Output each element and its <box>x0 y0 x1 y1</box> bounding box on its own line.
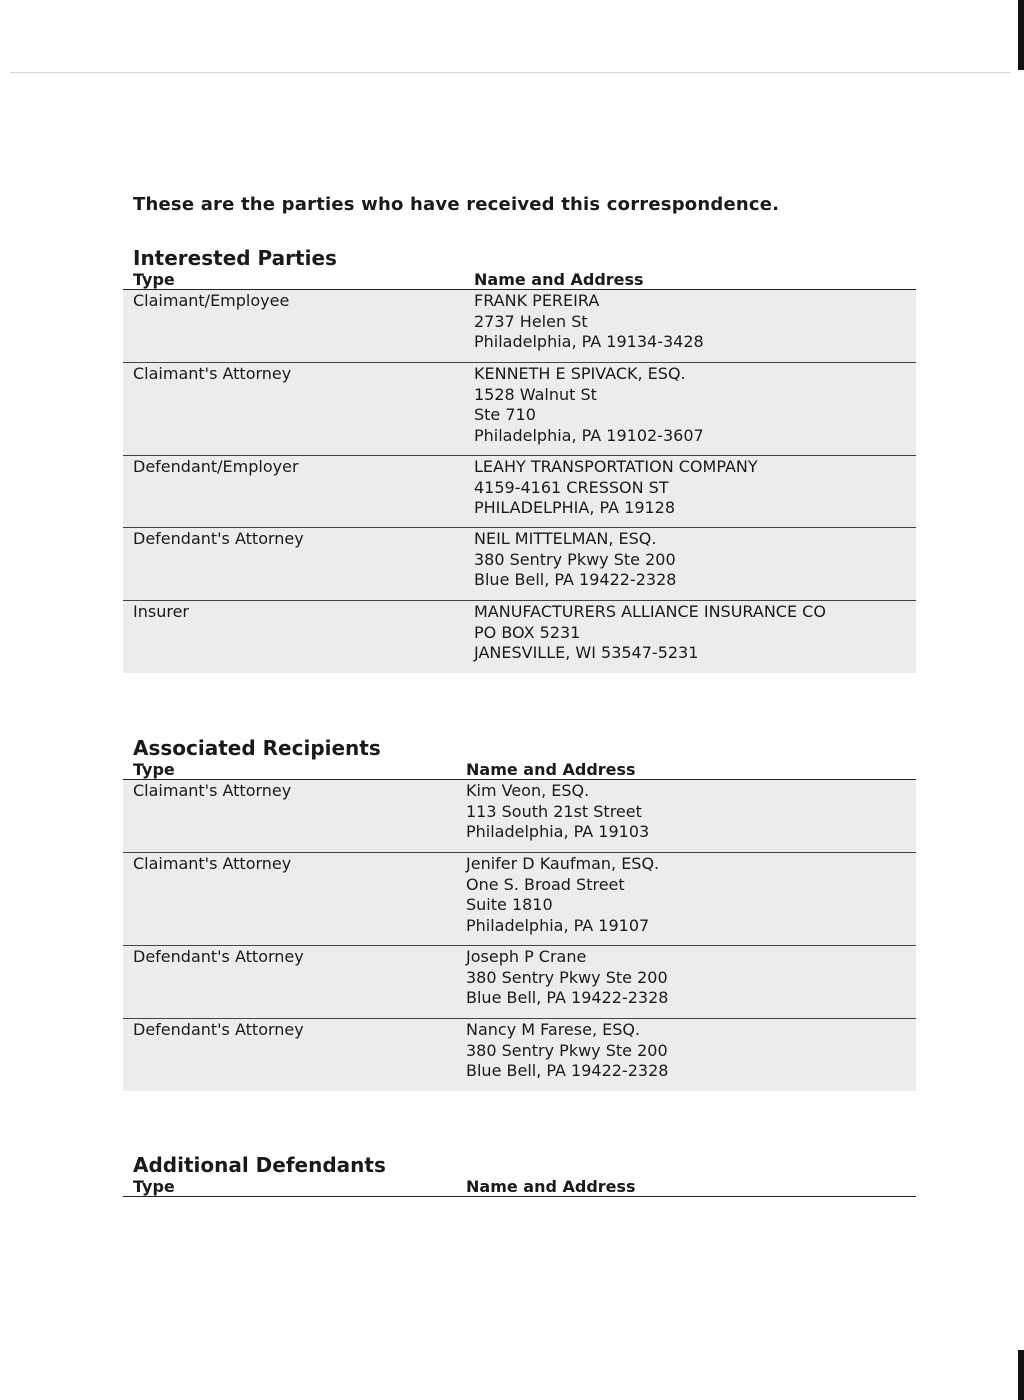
address-line: Philadelphia, PA 19134-3428 <box>474 332 704 351</box>
name-address-header: Name and Address <box>466 760 636 779</box>
address-line: Philadelphia, PA 19102-3607 <box>474 425 704 445</box>
address-line: 380 Sentry Pkwy Ste 200 <box>474 549 676 569</box>
name-and-address <box>474 364 916 446</box>
party-name: Jenifer D Kaufman, ESQ. <box>466 854 660 873</box>
table-row <box>123 1019 916 1091</box>
party-name: Joseph P Crane <box>466 947 587 966</box>
name-and-address <box>474 602 916 664</box>
table-row <box>123 853 916 946</box>
table-row <box>123 780 916 853</box>
address-line: 380 Sentry Pkwy Ste 200 <box>466 1040 668 1060</box>
name-and-address <box>466 947 916 1009</box>
name-address-header: Name and Address <box>474 270 644 289</box>
type-header: Type <box>133 760 175 779</box>
section-title: Associated Recipients <box>133 736 381 760</box>
name-and-address <box>474 457 916 519</box>
address-line: PHILADELPHIA, PA 19128 <box>474 498 676 517</box>
address-line: 380 Sentry Pkwy Ste 200 <box>466 967 668 987</box>
type-header: Type <box>133 270 175 289</box>
type-header: Type <box>133 1177 175 1196</box>
interested-parties-table <box>123 290 916 673</box>
address-line: One S. Broad Street <box>466 874 625 894</box>
party-name: Nancy M Farese, ESQ. <box>466 1020 641 1039</box>
name-and-address <box>466 854 916 936</box>
address-line: Suite 1810 <box>466 895 553 914</box>
party-name: LEAHY TRANSPORTATION COMPANY <box>474 457 758 476</box>
address-line: Blue Bell, PA 19422-2328 <box>474 570 677 589</box>
address-line: Blue Bell, PA 19422-2328 <box>466 1061 669 1080</box>
address-line: Philadelphia, PA 19103 <box>466 822 650 841</box>
address-line: 4159-4161 CRESSON ST <box>474 477 669 497</box>
scan-line <box>10 72 1010 73</box>
section-title: Interested Parties <box>133 246 337 270</box>
address-line: JANESVILLE, WI 53547-5231 <box>474 643 699 662</box>
table-row <box>123 528 916 601</box>
name-and-address <box>466 1020 916 1082</box>
section-title: Additional Defendants <box>133 1153 386 1177</box>
party-type: Defendant/Employer <box>133 457 299 476</box>
scan-edge <box>1018 1350 1024 1400</box>
table-header <box>123 760 916 780</box>
table-row <box>123 456 916 528</box>
address-line: Ste 710 <box>474 405 536 424</box>
party-type: Defendant's Attorney <box>133 1020 304 1039</box>
party-name: FRANK PEREIRA <box>474 291 600 310</box>
table-row <box>123 946 916 1019</box>
address-line: Blue Bell, PA 19422-2328 <box>466 988 669 1007</box>
party-type: Claimant's Attorney <box>133 364 292 383</box>
address-line: Philadelphia, PA 19107 <box>466 915 650 935</box>
name-and-address <box>474 529 916 591</box>
party-name: NEIL MITTELMAN, ESQ. <box>474 529 657 548</box>
intro-text: These are the parties who have received this correspondence. <box>133 194 780 215</box>
table-header <box>123 270 916 290</box>
party-type: Claimant's Attorney <box>133 854 292 873</box>
address-line: 113 South 21st Street <box>466 801 642 821</box>
table-row <box>123 290 916 363</box>
party-type: Defendant's Attorney <box>133 947 304 966</box>
address-line: PO BOX 5231 <box>474 622 581 642</box>
party-name: Kim Veon, ESQ. <box>466 781 590 800</box>
table-row <box>123 601 916 673</box>
party-type: Defendant's Attorney <box>133 529 304 548</box>
name-address-header: Name and Address <box>466 1177 636 1196</box>
associated-recipients-section <box>123 736 916 1091</box>
table-header <box>123 1177 916 1197</box>
additional-defendants-section <box>123 1153 916 1197</box>
address-line: 1528 Walnut St <box>474 384 597 404</box>
table-row <box>123 363 916 456</box>
address-line: 2737 Helen St <box>474 311 588 331</box>
interested-parties-section <box>123 246 916 673</box>
party-name: MANUFACTURERS ALLIANCE INSURANCE CO <box>474 602 826 621</box>
name-and-address <box>474 291 916 353</box>
party-name: KENNETH E SPIVACK, ESQ. <box>474 364 686 383</box>
party-type: Insurer <box>133 602 189 621</box>
party-type: Claimant's Attorney <box>133 781 292 800</box>
party-type: Claimant/Employee <box>133 291 290 310</box>
scan-edge <box>1018 0 1024 70</box>
associated-recipients-table <box>123 780 916 1091</box>
name-and-address <box>466 781 916 843</box>
